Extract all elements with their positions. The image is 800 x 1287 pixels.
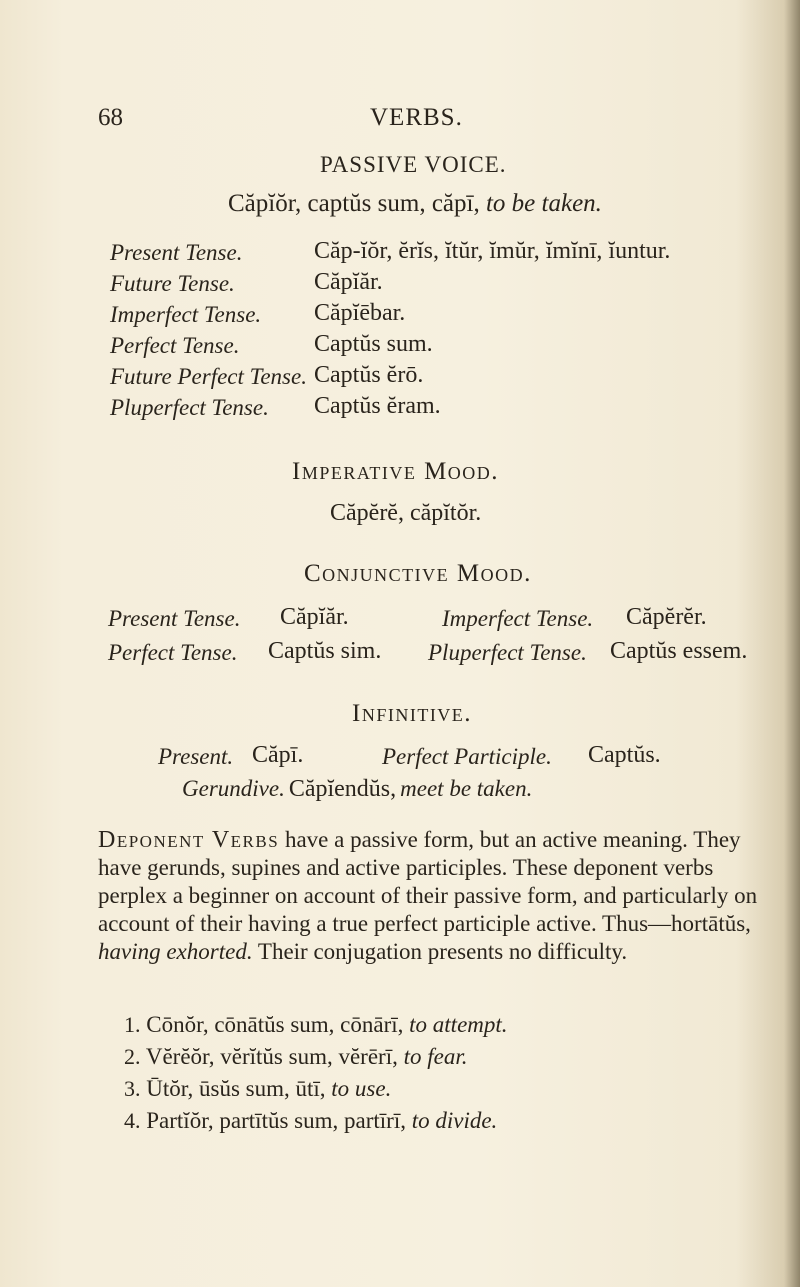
tense-label: Present Tense. xyxy=(108,606,241,631)
list-number: 4. xyxy=(124,1108,141,1133)
list-item xyxy=(124,1044,467,1070)
tense-form: Căpĭăr. xyxy=(280,604,349,630)
imperative-forms: Căpĕrĕ, căpĭtŏr. xyxy=(330,500,482,526)
section-title: PASSIVE VOICE. xyxy=(320,152,507,177)
tense-label: Present. xyxy=(158,744,234,769)
list-item xyxy=(124,1108,497,1134)
page-number: 68 xyxy=(98,104,123,131)
imperative-heading: Imperative Mood. xyxy=(292,458,500,485)
tense-label: Perfect Tense. xyxy=(108,640,238,665)
principal-parts-meaning: to be taken. xyxy=(485,190,602,217)
gerundive-meaning: meet be taken. xyxy=(400,776,533,801)
deponent-italic: having exhorted. xyxy=(98,939,253,964)
tense-label: Pluperfect Tense. xyxy=(110,395,269,420)
tense-label: Future Tense. xyxy=(110,271,235,296)
tense-form: Căp-ĭŏr, ĕrĭs, ĭtŭr, ĭmŭr, ĭmĭnī, ĭuntur. xyxy=(314,238,671,264)
tense-form: Captŭs ĕrō. xyxy=(314,362,424,388)
tense-label: Gerundive. xyxy=(182,776,285,801)
tense-form: Căpĭendŭs, xyxy=(288,776,397,802)
tense-label: Imperfect Tense. xyxy=(110,302,262,327)
list-forms: Cōnŏr, cōnātŭs sum, cōnārī, xyxy=(146,1012,404,1037)
tense-form: Căpĭăr. xyxy=(314,269,383,295)
list-item xyxy=(124,1076,391,1102)
tense-label: Perfect Participle. xyxy=(382,744,552,769)
list-forms: Ūtŏr, ūsŭs sum, ūtī, xyxy=(146,1076,326,1101)
deponent-text-end: Their conjugation presents no difficulty. xyxy=(252,939,628,964)
tense-form: Căpī. xyxy=(252,742,304,768)
tense-form: Captŭs sim. xyxy=(268,638,382,664)
tense-label: Present Tense. xyxy=(110,240,243,265)
tense-label: Future Perfect Tense. xyxy=(110,364,307,389)
running-head: VERBS. xyxy=(370,104,463,131)
tense-label: Pluperfect Tense. xyxy=(428,640,587,665)
list-meaning: to divide. xyxy=(411,1108,498,1133)
tense-label: Imperfect Tense. xyxy=(442,606,594,631)
tense-form: Captŭs essem. xyxy=(610,638,748,664)
infinitive-heading: Infinitive. xyxy=(352,700,473,727)
tense-form: Căpĕrĕr. xyxy=(626,604,707,630)
tense-form: Căpĭēbar. xyxy=(314,300,406,326)
deponent-text: have a passive form, but an active meaning. They have gerunds, supines and active participles. These deponent verbs perplex a beginner on account of their passive form, and particularly on account of their having a true perfect participle active. Thus—hortātŭs, xyxy=(98,827,758,936)
tense-form: Captŭs sum. xyxy=(314,331,433,357)
gerundive-row xyxy=(182,776,532,803)
list-item xyxy=(124,1012,508,1038)
conjunctive-heading: Conjunctive Mood. xyxy=(304,560,532,587)
principal-parts-forms: Căpĭŏr, captŭs sum, căpī, xyxy=(228,190,480,217)
list-number: 3. xyxy=(124,1076,141,1101)
list-forms: Partĭŏr, partītŭs sum, partīrī, xyxy=(146,1108,406,1133)
tense-label: Perfect Tense. xyxy=(110,333,240,358)
deponent-lead: Deponent Verbs xyxy=(98,827,280,853)
deponent-paragraph xyxy=(98,826,758,966)
list-meaning: to use. xyxy=(331,1076,392,1101)
tense-form: Captŭs ĕram. xyxy=(314,393,441,419)
list-forms: Vĕrĕŏr, vĕrĭtŭs sum, vĕrērī, xyxy=(145,1044,398,1069)
principal-parts xyxy=(228,190,602,218)
list-meaning: to fear. xyxy=(403,1044,468,1069)
list-number: 1. xyxy=(124,1012,141,1037)
list-number: 2. xyxy=(124,1044,141,1069)
list-meaning: to attempt. xyxy=(409,1012,508,1037)
tense-form: Captŭs. xyxy=(588,742,661,768)
